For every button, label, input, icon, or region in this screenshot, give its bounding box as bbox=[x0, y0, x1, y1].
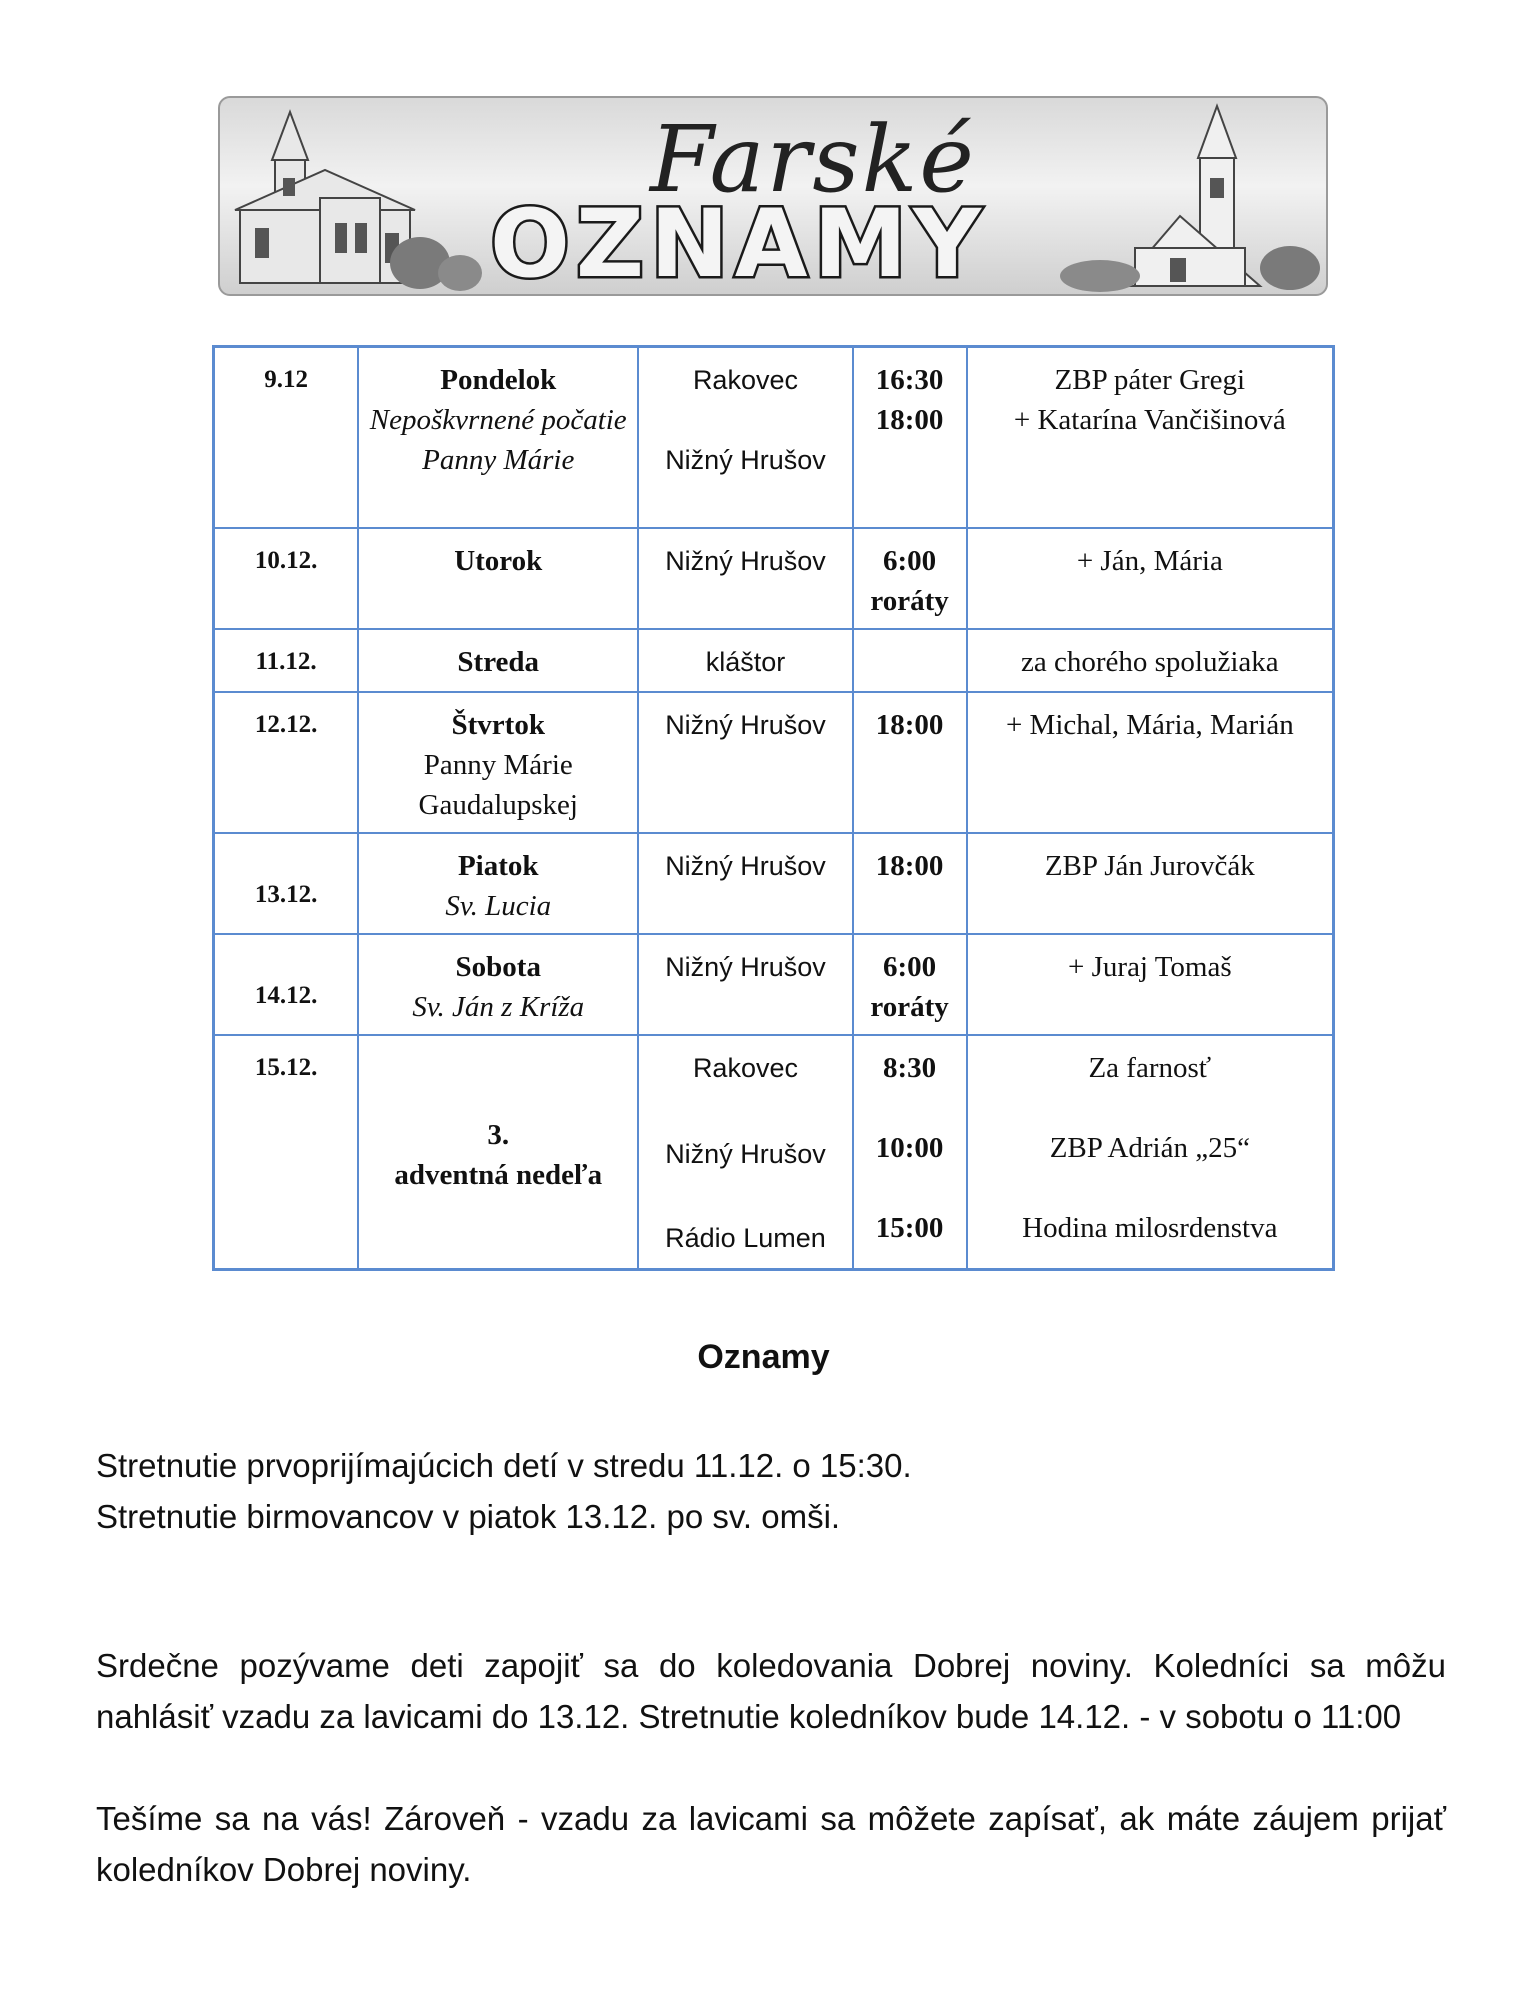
intention: + Katarína Vančišinová bbox=[1013, 404, 1286, 436]
announcement-line: Stretnutie prvoprijímajúcich detí v stredu 11.12. o 15:30. bbox=[96, 1447, 912, 1484]
day-name-2: adventná nedeľa bbox=[394, 1158, 603, 1191]
day-cell bbox=[358, 629, 638, 692]
intention-cell bbox=[967, 934, 1334, 1035]
date-cell: 13.12. bbox=[214, 833, 359, 934]
banner-title-block: OZNAMY bbox=[490, 190, 988, 296]
intention: Hodina milosrdenstva bbox=[1022, 1211, 1278, 1244]
announcement-block-1 bbox=[96, 1440, 1446, 1542]
place-name: Nižný Hrušov bbox=[665, 850, 826, 881]
banner-title-script: Farské bbox=[650, 106, 976, 213]
place-name: Nižný Hrušov bbox=[665, 1138, 826, 1169]
intention: ZBP Ján Jurovčák bbox=[1044, 849, 1255, 882]
mass-time: 8:30 bbox=[883, 1051, 937, 1084]
day-name: Piatok bbox=[457, 849, 539, 882]
mass-note: roráty bbox=[870, 584, 949, 617]
day-cell bbox=[358, 833, 638, 934]
mass-time: 6:00 bbox=[883, 950, 937, 983]
day-cell bbox=[358, 1035, 638, 1270]
place-name: Rakovec bbox=[692, 365, 798, 395]
table-row bbox=[214, 934, 1334, 1035]
feast-name: Panny Márie Gaudalupskej bbox=[418, 748, 578, 821]
announcement-line: Stretnutie birmovancov v piatok 13.12. po sv. omši. bbox=[96, 1498, 841, 1535]
place-cell bbox=[638, 833, 852, 934]
table-row bbox=[214, 347, 1334, 528]
place-cell bbox=[638, 528, 852, 629]
date-cell: 9.12 bbox=[214, 347, 359, 528]
time-cell bbox=[853, 1035, 967, 1270]
day-name: Utorok bbox=[454, 544, 543, 577]
intention: ZBP Adrián „25“ bbox=[1049, 1131, 1250, 1164]
mass-time: 18:00 bbox=[875, 404, 944, 436]
mass-time: 10:00 bbox=[875, 1131, 944, 1164]
place-name: Nižný Hrušov bbox=[665, 709, 826, 740]
mass-time: 18:00 bbox=[875, 849, 944, 882]
time-cell bbox=[853, 934, 967, 1035]
feast-name: Sv. Ján z Kríža bbox=[412, 990, 585, 1023]
mass-note: roráty bbox=[870, 990, 949, 1023]
table-row bbox=[214, 833, 1334, 934]
intention: + Juraj Tomaš bbox=[1068, 950, 1232, 983]
mass-time: 18:00 bbox=[875, 708, 944, 741]
intention-cell bbox=[967, 833, 1334, 934]
place-cell bbox=[638, 1035, 852, 1270]
day-cell bbox=[358, 692, 638, 833]
intention: + Ján, Mária bbox=[1076, 544, 1223, 577]
intention-cell bbox=[967, 528, 1334, 629]
day-name: 3. bbox=[487, 1118, 510, 1151]
table-row bbox=[214, 629, 1334, 692]
place-name: Nižný Hrušov bbox=[665, 545, 826, 576]
intention: za chorého spolužiaka bbox=[1020, 645, 1279, 678]
date-cell: 10.12. bbox=[214, 528, 359, 629]
feast-name: Sv. Lucia bbox=[445, 889, 552, 922]
date-cell: 15.12. bbox=[214, 1035, 359, 1270]
intention-cell bbox=[967, 347, 1334, 528]
place-cell bbox=[638, 629, 852, 692]
day-cell bbox=[358, 934, 638, 1035]
date-cell: 11.12. bbox=[214, 629, 359, 692]
place-name: Rakovec bbox=[692, 1052, 798, 1083]
date-cell: 12.12. bbox=[214, 692, 359, 833]
date-cell: 14.12. bbox=[214, 934, 359, 1035]
place-cell bbox=[638, 347, 852, 528]
table-row bbox=[214, 692, 1334, 833]
announcement-block-3: Tešíme sa na vás! Zároveň - vzadu za lavicami sa môžete zapísať, ak máte záujem prijať koledníkov Dobrej noviny. bbox=[96, 1800, 1446, 1888]
header-banner bbox=[218, 96, 1328, 296]
time-cell bbox=[853, 629, 967, 692]
feast-name: Nepoškvrnené počatie Panny Márie bbox=[369, 404, 627, 476]
time-cell bbox=[853, 692, 967, 833]
announcements-heading: Oznamy bbox=[697, 1338, 830, 1376]
place-cell bbox=[638, 934, 852, 1035]
mass-schedule-table bbox=[212, 345, 1335, 1271]
announcement-block-2: Srdečne pozývame deti zapojiť sa do koledovania Dobrej noviny. Koledníci sa môžu nahlásiť vzadu za lavicami do 13.12. Stretnutie koledníkov bude 14.12. - v sobotu o 11:00 bbox=[96, 1647, 1446, 1735]
place-cell bbox=[638, 692, 852, 833]
day-name: Streda bbox=[457, 645, 540, 678]
intention-cell bbox=[967, 1035, 1334, 1270]
place-name: Nižný Hrušov bbox=[665, 445, 826, 475]
time-cell bbox=[853, 833, 967, 934]
time-cell bbox=[853, 347, 967, 528]
place-name: kláštor bbox=[705, 646, 786, 677]
intention: + Michal, Mária, Marián bbox=[1005, 708, 1294, 741]
day-cell bbox=[358, 528, 638, 629]
mass-time: 15:00 bbox=[875, 1211, 944, 1244]
place-name: Nižný Hrušov bbox=[665, 951, 826, 982]
day-cell bbox=[358, 347, 638, 528]
table-row bbox=[214, 528, 1334, 629]
day-name: Sobota bbox=[455, 950, 541, 983]
intention: Za farnosť bbox=[1088, 1051, 1212, 1084]
day-name: Štvrtok bbox=[451, 708, 545, 741]
time-cell bbox=[853, 528, 967, 629]
mass-time: 6:00 bbox=[883, 544, 937, 577]
intention-cell bbox=[967, 692, 1334, 833]
intention-cell bbox=[967, 629, 1334, 692]
place-name: Rádio Lumen bbox=[665, 1222, 826, 1253]
intention: ZBP páter Gregi bbox=[1054, 364, 1246, 396]
mass-time: 16:30 bbox=[875, 364, 944, 396]
table-row bbox=[214, 1035, 1334, 1270]
day-name: Pondelok bbox=[440, 364, 557, 396]
